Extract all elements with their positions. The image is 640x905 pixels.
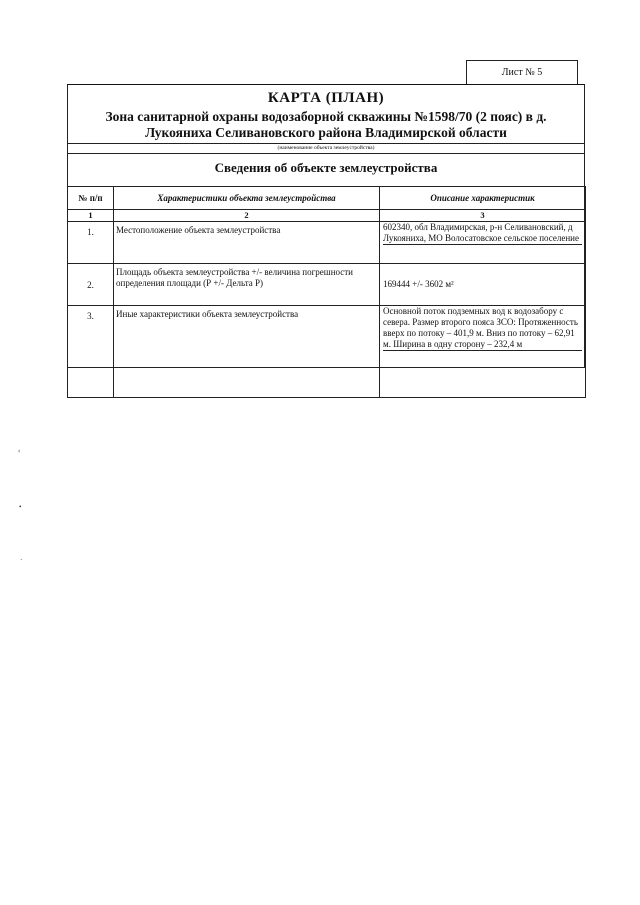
row-description	[380, 264, 586, 306]
row-characteristic: Местоположение объекта землеустройства	[114, 222, 380, 264]
column-header-description: Описание характеристик	[380, 187, 586, 210]
column-number-2: 2	[114, 210, 380, 222]
row-description	[380, 222, 586, 264]
characteristics-table	[67, 186, 586, 398]
table-row	[68, 306, 586, 398]
table-row	[68, 222, 586, 264]
section-divider	[68, 153, 584, 154]
row-characteristic: Площадь объекта землеустройства +/- величина погрешности определения площади (Р +/- Дельта Р)	[114, 264, 380, 306]
row-description-text: 169444 +/- 3602 м²	[383, 279, 454, 289]
row-description-text: 602340, обл Владимирская, р-н Селивановский, д Лукояниха, МО Волосатовское сельское поселение	[383, 222, 582, 245]
row-description-text: Основной поток подземных вод к водозабору с севера. Размер второго пояса ЗСО: Протяженность вверх по потоку – 401,9 м. Вниз по потоку – 62,91 м. Ширина в одну сторону – 232,4 м	[383, 306, 582, 351]
margin-mark: •	[19, 503, 22, 511]
title-caption: (наименование объекта землеустройства)	[277, 145, 375, 151]
table-header-row	[68, 187, 586, 210]
row-number: 3.	[68, 306, 114, 398]
margin-mark: ·	[20, 556, 23, 564]
title-block	[68, 85, 584, 151]
section-heading: Сведения об объекте землеустройства	[214, 160, 438, 175]
row-number: 2.	[68, 264, 114, 306]
table-row	[68, 264, 586, 306]
row-description	[380, 306, 586, 398]
document-frame	[67, 84, 585, 368]
sheet-number-label: Лист № 5	[466, 60, 578, 85]
margin-mark: ‹	[18, 447, 21, 455]
document-subtitle: Зона санитарной охраны водозаборной скважины №1598/70 (2 пояс) в д. Лукояниха Селивановского района Владимирской области	[105, 109, 547, 140]
column-number-row	[68, 210, 586, 222]
column-number-1: 1	[68, 210, 114, 222]
row-characteristic: Иные характеристики объекта землеустройства	[114, 306, 380, 398]
column-header-characteristic: Характеристики объекта землеустройства	[114, 187, 380, 210]
column-header-number: № п/п	[68, 187, 114, 210]
row-number: 1.	[68, 222, 114, 264]
column-number-3: 3	[380, 210, 586, 222]
document-title: КАРТА (ПЛАН)	[267, 90, 385, 106]
